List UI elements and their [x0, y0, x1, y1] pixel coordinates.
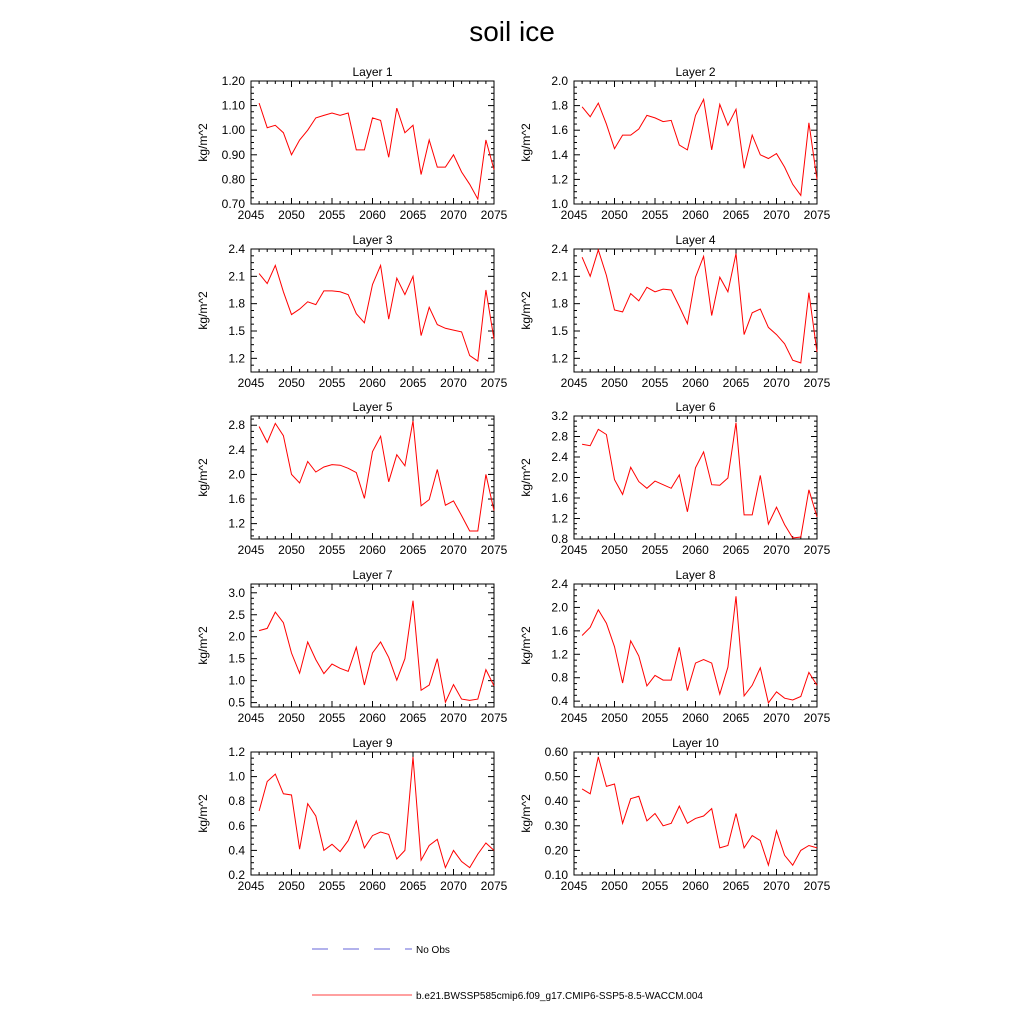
x-tick-label: 2075	[803, 543, 831, 557]
x-tick-label: 2045	[237, 543, 265, 557]
plot-frame	[251, 249, 494, 372]
y-tick-label: 1.8	[551, 98, 568, 113]
plot-frame	[574, 81, 817, 204]
x-tick-label: 2075	[803, 208, 831, 222]
y-tick-label: 1.2	[228, 516, 245, 531]
x-tick-label: 2060	[682, 879, 709, 893]
y-tick-label: 1.5	[551, 324, 568, 338]
x-tick-label: 2075	[480, 208, 508, 222]
x-tick-label: 2065	[722, 711, 750, 725]
panel-title: Layer 2	[675, 65, 716, 79]
y-tick-label: 2.4	[551, 577, 568, 591]
y-tick-label: 2.0	[551, 74, 568, 88]
y-tick-label: 2.4	[228, 242, 245, 256]
x-tick-label: 2060	[682, 208, 709, 222]
y-tick-label: 0.90	[221, 147, 245, 162]
y-axis-label: kg/m^2	[519, 123, 533, 162]
x-tick-label: 2075	[803, 376, 831, 390]
x-tick-label: 2055	[318, 543, 346, 557]
y-tick-label: 0.40	[544, 794, 568, 809]
series-line	[259, 601, 494, 703]
x-tick-label: 2075	[480, 879, 508, 893]
y-tick-label: 0.5	[228, 695, 245, 710]
x-tick-label: 2045	[560, 376, 588, 390]
y-axis-label: kg/m^2	[196, 794, 210, 833]
x-tick-label: 2050	[601, 543, 628, 557]
y-tick-label: 0.6	[228, 818, 245, 833]
y-tick-label: 0.50	[544, 769, 568, 784]
panel-title: Layer 4	[675, 233, 716, 247]
x-tick-label: 2070	[440, 879, 467, 893]
y-tick-label: 2.0	[551, 600, 568, 615]
y-tick-label: 2.1	[228, 269, 245, 284]
y-tick-label: 2.1	[551, 269, 568, 284]
plot-frame	[574, 416, 817, 539]
x-tick-label: 2050	[601, 208, 628, 222]
x-tick-label: 2070	[763, 711, 790, 725]
y-tick-label: 1.5	[228, 324, 245, 338]
series-line	[259, 757, 494, 868]
plot-frame	[251, 416, 494, 539]
y-tick-label: 1.6	[551, 623, 568, 638]
y-tick-label: 3.2	[551, 409, 568, 423]
y-tick-label: 0.8	[551, 670, 568, 685]
y-tick-label: 1.4	[551, 147, 568, 162]
y-tick-label: 0.20	[544, 843, 568, 858]
panel-layer-1	[196, 65, 508, 222]
x-tick-label: 2045	[560, 711, 588, 725]
x-tick-label: 2055	[318, 879, 346, 893]
y-tick-label: 1.2	[551, 172, 568, 187]
x-tick-label: 2065	[722, 543, 750, 557]
x-tick-label: 2055	[318, 711, 346, 725]
y-tick-label: 1.0	[228, 769, 245, 784]
series-line	[259, 421, 494, 531]
panel-title: Layer 9	[352, 736, 393, 750]
panel-layer-9	[196, 736, 508, 893]
x-tick-label: 2075	[803, 711, 831, 725]
y-tick-label: 0.10	[544, 868, 568, 882]
x-tick-label: 2055	[641, 208, 669, 222]
y-tick-label: 1.2	[551, 511, 568, 526]
y-tick-label: 1.6	[551, 491, 568, 505]
panel-title: Layer 1	[352, 65, 393, 79]
x-tick-label: 2065	[399, 543, 427, 557]
y-tick-label: 2.8	[551, 429, 568, 444]
plot-frame	[574, 249, 817, 372]
panel-title: Layer 7	[352, 568, 393, 582]
y-tick-label: 1.6	[228, 492, 245, 507]
x-tick-label: 2070	[440, 376, 467, 390]
x-tick-label: 2050	[601, 879, 628, 893]
x-tick-label: 2065	[399, 711, 427, 725]
panel-layer-6	[519, 400, 831, 557]
x-tick-label: 2070	[763, 376, 790, 390]
series-line	[582, 250, 817, 363]
x-tick-label: 2065	[722, 208, 750, 222]
x-tick-label: 2070	[440, 711, 467, 725]
panel-layer-7	[196, 568, 508, 725]
plot-frame	[574, 752, 817, 875]
y-tick-label: 1.8	[551, 296, 568, 311]
x-tick-label: 2050	[278, 879, 305, 893]
series-line	[582, 757, 817, 865]
x-tick-label: 2065	[399, 879, 427, 893]
x-tick-label: 2065	[399, 208, 427, 222]
x-tick-label: 2050	[278, 711, 305, 725]
y-tick-label: 2.0	[228, 629, 245, 644]
x-tick-label: 2065	[722, 376, 750, 390]
y-tick-label: 1.0	[551, 197, 568, 211]
x-tick-label: 2060	[359, 879, 386, 893]
legend	[312, 945, 703, 1002]
panel-layer-4	[519, 233, 831, 390]
x-tick-label: 2075	[480, 376, 508, 390]
x-tick-label: 2060	[359, 543, 386, 557]
x-tick-label: 2060	[359, 376, 386, 390]
y-tick-label: 1.8	[228, 296, 245, 311]
y-tick-label: 2.4	[228, 442, 245, 457]
series-line	[582, 596, 817, 703]
x-tick-label: 2050	[601, 711, 628, 725]
panel-title: Layer 6	[675, 400, 716, 414]
y-tick-label: 0.80	[221, 172, 245, 187]
x-tick-label: 2045	[560, 879, 588, 893]
y-tick-label: 0.8	[228, 794, 245, 809]
legend-model-label: b.e21.BWSSP585cmip6.f09_g17.CMIP6-SSP5-8.5-WACCM.004	[416, 991, 703, 1002]
x-tick-label: 2045	[237, 711, 265, 725]
panel-title: Layer 5	[352, 400, 393, 414]
y-axis-label: kg/m^2	[196, 458, 210, 497]
y-tick-label: 1.2	[551, 647, 568, 662]
panel-title: Layer 8	[675, 568, 716, 582]
y-tick-label: 2.4	[551, 242, 568, 256]
x-tick-label: 2070	[763, 879, 790, 893]
panel-title: Layer 10	[672, 736, 719, 750]
series-line	[582, 423, 817, 538]
x-tick-label: 2075	[803, 879, 831, 893]
x-tick-label: 2045	[237, 879, 265, 893]
y-tick-label: 0.8	[551, 532, 568, 546]
x-tick-label: 2055	[318, 376, 346, 390]
y-tick-label: 2.0	[551, 470, 568, 485]
y-axis-label: kg/m^2	[519, 458, 533, 497]
x-tick-label: 2070	[440, 208, 467, 222]
y-tick-label: 1.0	[228, 673, 245, 688]
x-tick-label: 2050	[278, 543, 305, 557]
series-line	[582, 99, 817, 195]
y-tick-label: 1.6	[551, 123, 568, 138]
series-line	[259, 103, 494, 199]
y-axis-label: kg/m^2	[196, 123, 210, 162]
plot-frame	[251, 584, 494, 707]
y-tick-label: 1.2	[228, 745, 245, 759]
y-tick-label: 3.0	[228, 585, 245, 600]
x-tick-label: 2050	[601, 376, 628, 390]
x-tick-label: 2055	[641, 879, 669, 893]
y-tick-label: 0.70	[221, 197, 245, 211]
y-tick-label: 2.4	[551, 450, 568, 464]
y-tick-label: 1.10	[221, 98, 245, 113]
panel-layer-2	[519, 65, 831, 222]
y-tick-label: 1.2	[551, 351, 568, 366]
panel-title: Layer 3	[352, 233, 393, 247]
x-tick-label: 2065	[722, 879, 750, 893]
y-tick-label: 2.0	[228, 467, 245, 482]
x-tick-label: 2060	[359, 711, 386, 725]
x-tick-label: 2050	[278, 208, 305, 222]
y-tick-label: 1.5	[228, 651, 245, 666]
x-tick-label: 2045	[560, 543, 588, 557]
x-tick-label: 2060	[682, 376, 709, 390]
y-tick-label: 0.2	[228, 868, 245, 882]
y-tick-label: 0.30	[544, 818, 568, 833]
panel-layer-8	[519, 568, 831, 725]
x-tick-label: 2060	[359, 208, 386, 222]
x-tick-label: 2075	[480, 543, 508, 557]
plot-frame	[574, 584, 817, 707]
y-axis-label: kg/m^2	[196, 626, 210, 665]
x-tick-label: 2075	[480, 711, 508, 725]
x-tick-label: 2070	[440, 543, 467, 557]
y-tick-label: 1.00	[221, 123, 245, 138]
x-tick-label: 2070	[763, 543, 790, 557]
x-tick-label: 2055	[641, 711, 669, 725]
x-tick-label: 2045	[560, 208, 588, 222]
x-tick-label: 2060	[682, 711, 709, 725]
x-tick-label: 2070	[763, 208, 790, 222]
x-tick-label: 2045	[237, 376, 265, 390]
x-tick-label: 2055	[641, 376, 669, 390]
x-tick-label: 2045	[237, 208, 265, 222]
legend-obs-label: No Obs	[416, 945, 450, 956]
y-tick-label: 0.4	[551, 694, 568, 709]
y-axis-label: kg/m^2	[519, 794, 533, 833]
panel-layer-3	[196, 233, 508, 390]
x-tick-label: 2060	[682, 543, 709, 557]
y-axis-label: kg/m^2	[519, 626, 533, 665]
y-axis-label: kg/m^2	[519, 291, 533, 330]
x-tick-label: 2065	[399, 376, 427, 390]
y-tick-label: 1.2	[228, 351, 245, 366]
x-tick-label: 2055	[641, 543, 669, 557]
panel-layer-10	[519, 736, 831, 893]
series-line	[259, 265, 494, 361]
figure-title: soil ice	[469, 16, 555, 47]
x-tick-label: 2050	[278, 376, 305, 390]
y-tick-label: 2.5	[228, 607, 245, 622]
panel-layer-5	[196, 400, 508, 557]
y-axis-label: kg/m^2	[196, 291, 210, 330]
y-tick-label: 0.60	[544, 745, 568, 759]
y-tick-label: 0.4	[228, 843, 245, 858]
x-tick-label: 2055	[318, 208, 346, 222]
y-tick-label: 1.20	[221, 74, 245, 88]
y-tick-label: 2.8	[228, 418, 245, 433]
